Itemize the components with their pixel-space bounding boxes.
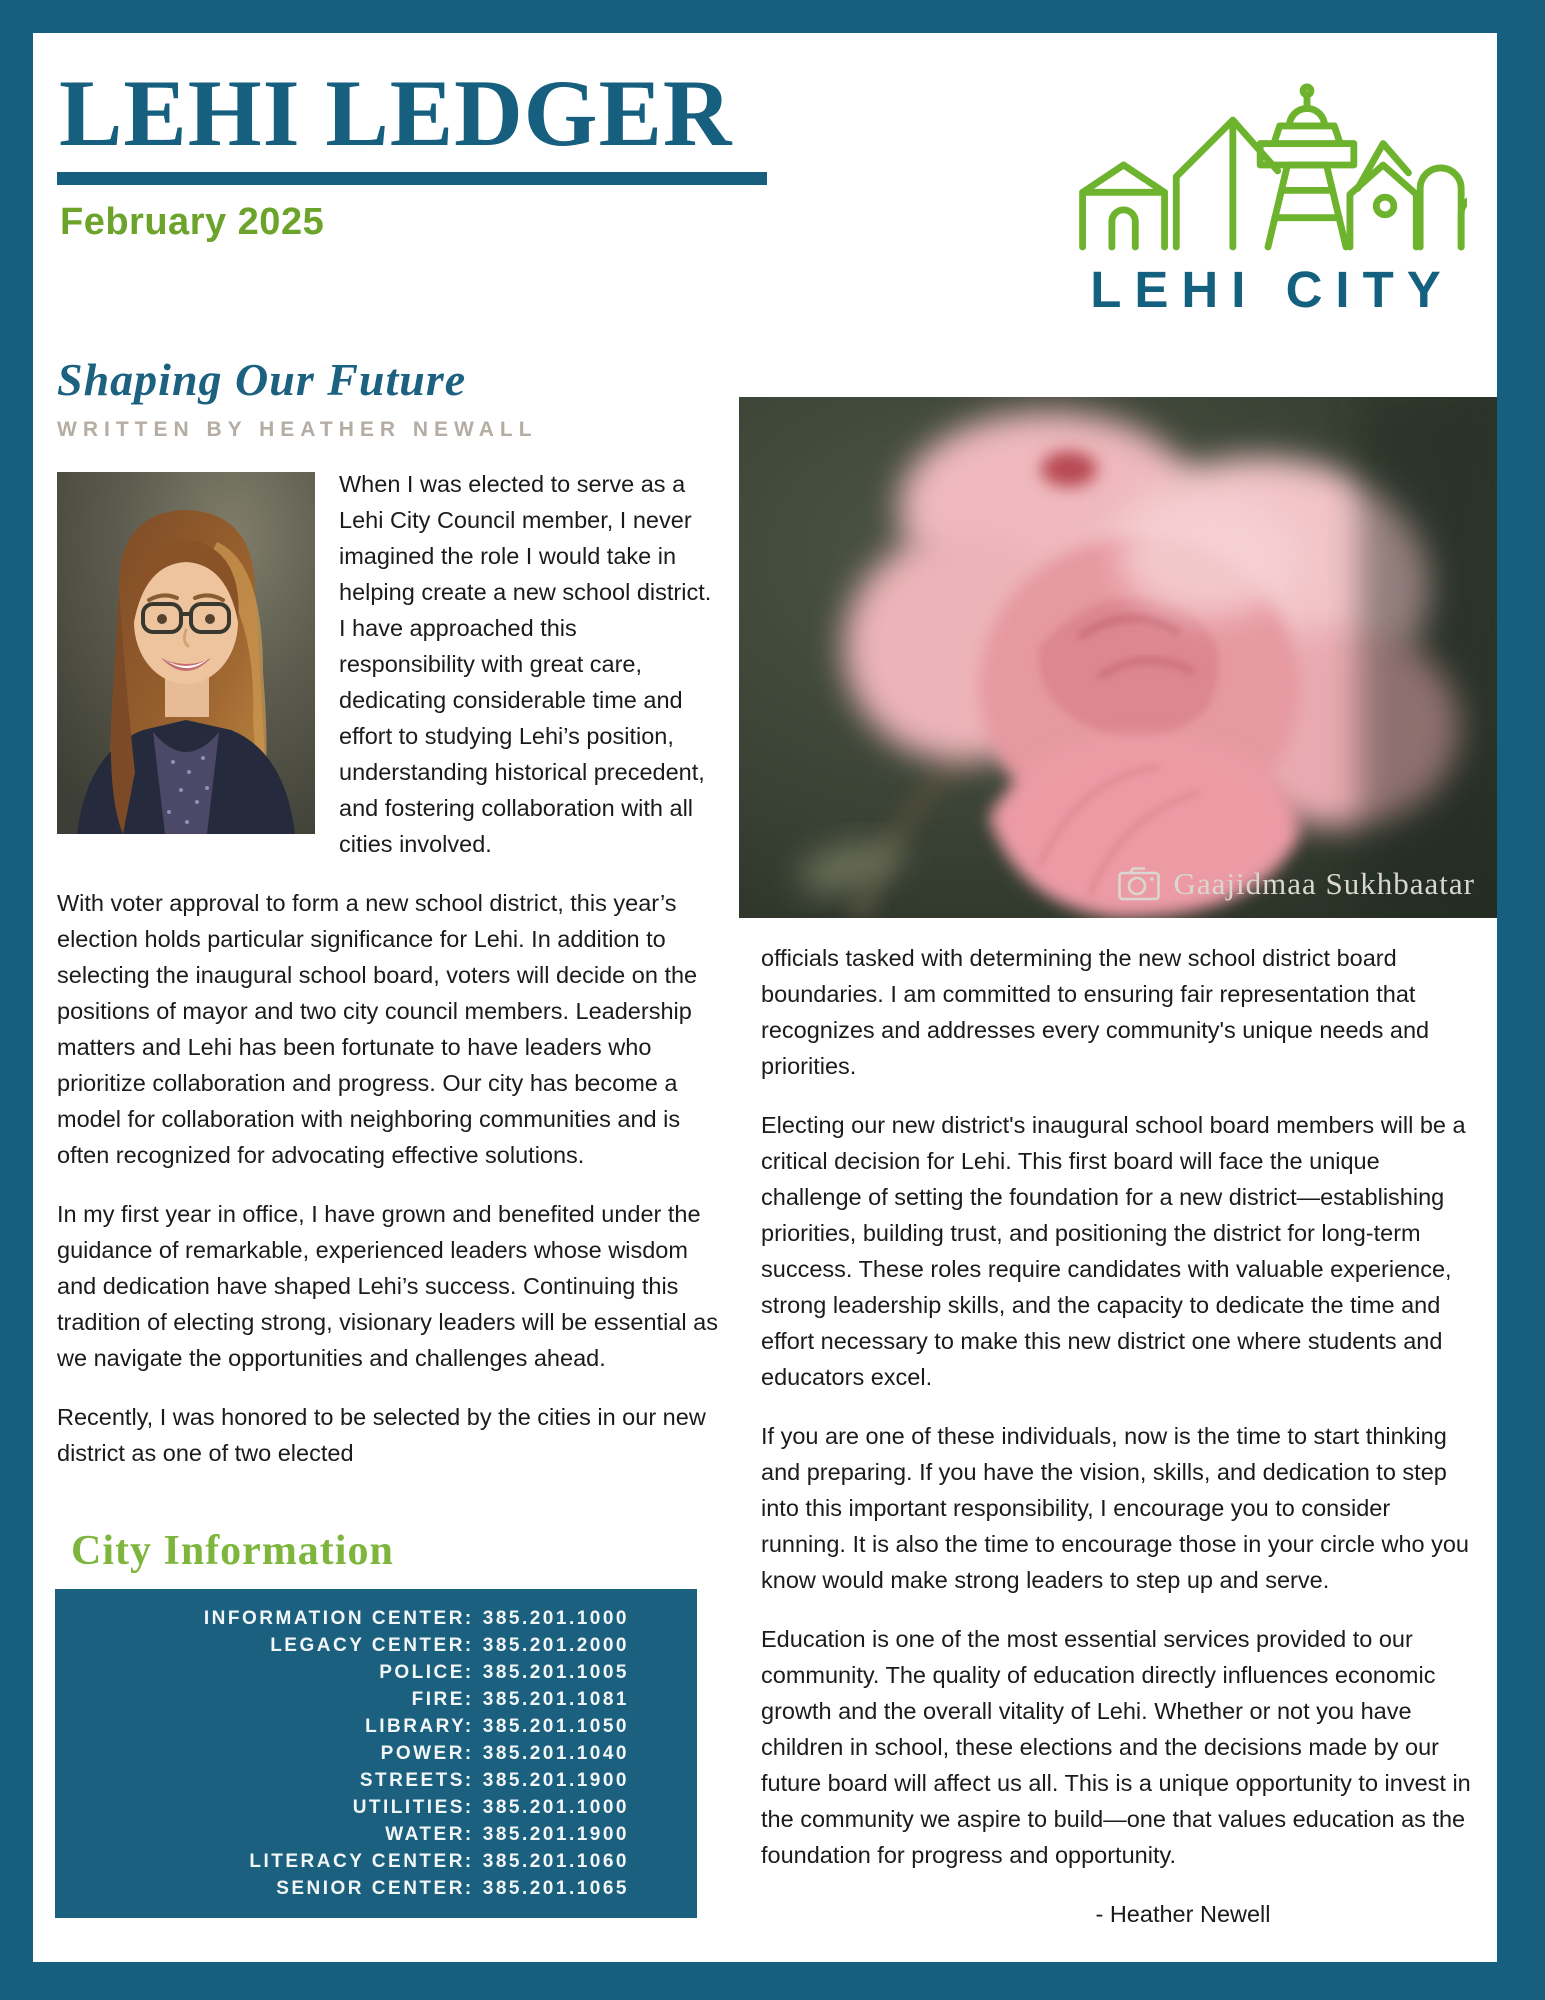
intro-paragraph [57,466,719,862]
city-info-row: UTILITIES: 385.201.1000 [352,1797,629,1818]
phone-number: 385.201.2000 [482,1635,629,1656]
city-info-row: STREETS: 385.201.1900 [359,1770,629,1791]
right-paragraph: officials tasked with determining the new school district board boundaries. I am committed to ensuring fair representation that recognizes and addresses every community's unique needs and priorities. [761,945,1430,1079]
masthead-left [57,60,767,244]
city-info-row: SENIOR CENTER: 385.201.1065 [276,1878,629,1899]
phone-number: 385.201.1005 [482,1662,629,1683]
logo-wordmark: LEHI CITY [1090,261,1454,318]
cityscape-lighthouse-icon [1067,238,1467,255]
city-info-row: FIRE: 385.201.1081 [411,1689,629,1710]
left-paragraph: With voter approval to form a new school district, this year’s election holds particular significance for Lehi. In addition to selecting the inaugural school board, voters will decide on the positions of mayor and two city council members. Leadership matters and Lehi has been fortunate to have leaders who prioritize collaboration and progress. Our city has become a model for collaboration with neighboring communities and is often recognized for advocating effective solutions. [57,890,698,1168]
photo-credit [1118,866,1475,902]
phone-number: 385.201.1050 [482,1716,629,1737]
phone-number: 385.201.1081 [482,1689,629,1710]
city-information-heading: City Information [71,1528,394,1574]
left-paragraph: Recently, I was honored to be selected by the cities in our new district as one of two elected [57,1404,706,1466]
left-paragraph: In my first year in office, I have grown and benefited under the guidance of remarkable, experienced leaders whose wisdom and dedication have shaped Lehi’s success. Continuing this tradition of electing strong, visionary leaders will be essential as we navigate the opportunities and challenges ahead. [57,1201,718,1371]
camera-icon [1118,867,1160,901]
right-column [739,397,1501,1955]
city-info-row: POLICE: 385.201.1005 [379,1662,629,1683]
city-info-row: LIBRARY: 385.201.1050 [365,1716,629,1737]
newsletter-title: LEHI LEDGER [57,67,767,185]
photo-credit-text: Gaajidmaa Sukhbaatar [1173,866,1475,901]
author-signature: - Heather Newell [1095,1901,1271,1927]
phone-number: 385.201.1060 [482,1851,629,1872]
right-paragraph: Electing our new district's inaugural school board members will be a critical decision for Lehi. This first board will face the unique challenge of setting the foundation for a new district—establishing priorities, building trust, and positioning the district for long-term success. These roles require candidates with valuable experience, strong leadership skills, and the capacity to dedicate the time and effort necessary to make this new district one where students and educators excel. [761,1112,1466,1390]
city-info-row: WATER: 385.201.1900 [385,1824,629,1845]
city-info-row: POWER: 385.201.1040 [380,1743,629,1764]
city-info-row: LEGACY CENTER: 385.201.2000 [270,1635,629,1656]
phone-number: 385.201.1900 [482,1770,629,1791]
phone-number: 385.201.1065 [482,1878,629,1899]
right-paragraph: Education is one of the most essential services provided to our community. The quality of education directly influences economic growth and the overall vitality of Lehi. Whether or not you have children in school, these elections and the decisions made by our future board will affect us all. This is a unique opportunity to invest in the community we aspire to build—one that values education as the foundation for progress and opportunity. [761,1626,1471,1868]
article-body-left [57,466,719,1471]
city-info-row: INFORMATION CENTER: 385.201.1000 [203,1608,629,1629]
article-byline: WRITTEN BY HEATHER NEWALL [57,418,538,441]
rose-photo [739,397,1501,918]
left-column [57,353,719,1955]
author-headshot-photo [57,472,315,834]
lehi-city-logo [1067,67,1467,319]
article-title: Shaping Our Future [57,354,467,405]
masthead [57,60,1497,319]
issue-date: February 2025 [60,201,325,244]
phone-number: 385.201.1000 [482,1608,629,1629]
city-information-box [55,1589,697,1918]
phone-number: 385.201.1900 [482,1824,629,1845]
city-information-section [57,1527,719,1918]
article-body-right [739,940,1501,1932]
right-paragraph: If you are one of these individuals, now is the time to start thinking and preparing. If you have the vision, skills, and dedication to step into this important responsibility, I encourage you to consider running. It is also the time to encourage those in your circle who you know would make strong leaders to step up and serve. [761,1423,1469,1593]
phone-number: 385.201.1000 [482,1797,629,1818]
city-info-row: LITERACY CENTER: 385.201.1060 [249,1851,629,1872]
phone-number: 385.201.1040 [482,1743,629,1764]
intro-text: When I was elected to serve as a Lehi City Council member, I never imagined the role I would take in helping create a new school district. I have approached this responsibility with great care, dedicating considerable time and effort to studying Lehi’s position, understanding historical precedent, and fostering collaboration with all cities involved. [339,471,712,857]
